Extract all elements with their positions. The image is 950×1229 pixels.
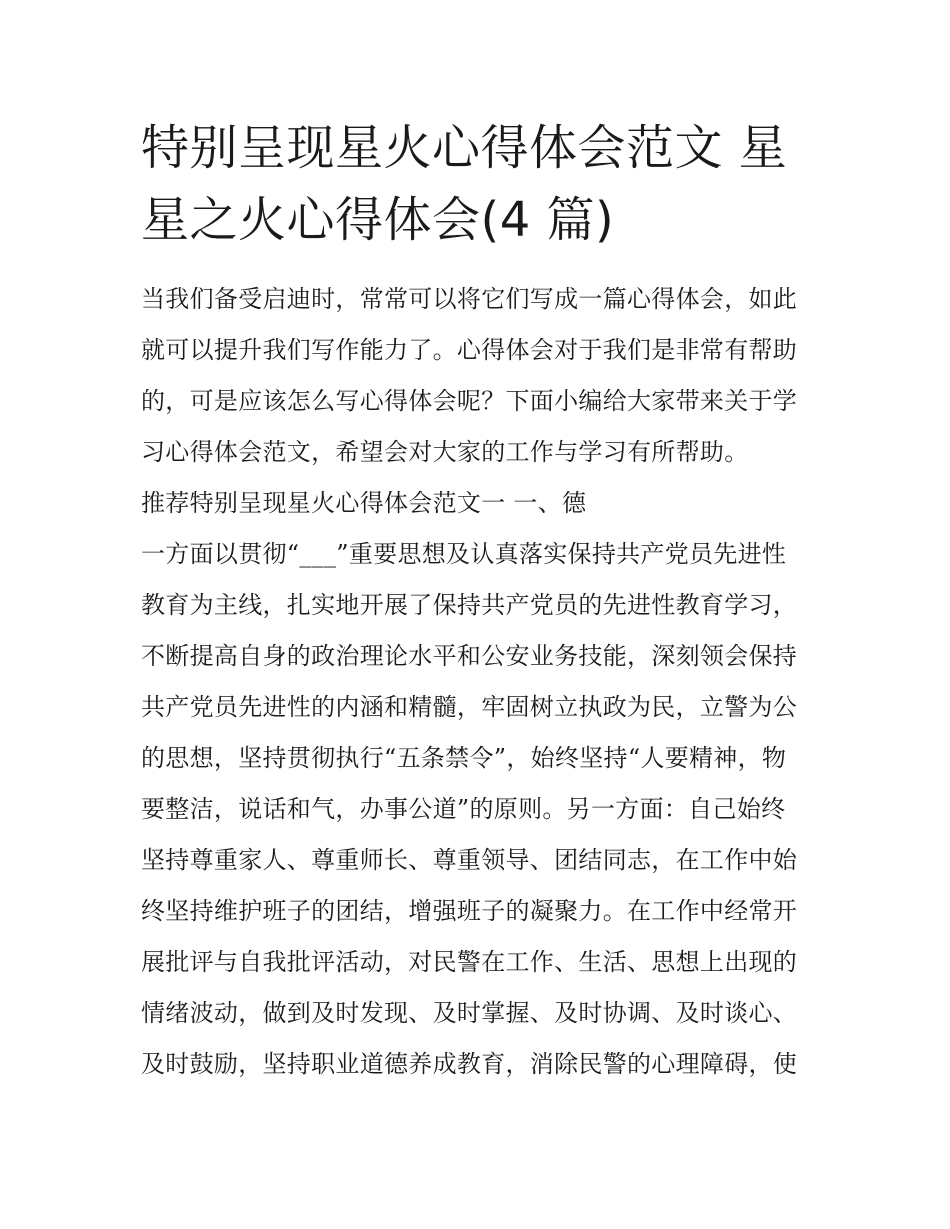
section-heading: 推荐特别呈现星火心得体会范文一 一、德 <box>141 489 587 517</box>
body-line-13: 终坚持维护班子的团结，增强班子的凝聚力。在工作中经常开 <box>141 897 798 925</box>
body-line-12: 坚持尊重家人、尊重师长、尊重领导、团结同志，在工作中始 <box>141 846 798 874</box>
title-line-1: 特别呈现星火心得体会范文 星 <box>141 120 788 176</box>
document-body <box>141 274 813 1090</box>
title-line-2: 星之火心得体会(4 篇) <box>141 192 615 248</box>
body-line-16: 及时鼓励，坚持职业道德养成教育，消除民警的心理障碍，使 <box>141 1050 798 1078</box>
body-line-9: 共产党员先进性的内涵和精髓，牢固树立执政为民，立警为公 <box>141 693 798 721</box>
document-title <box>141 112 813 256</box>
body-line-11: 要整洁，说话和气，办事公道”的原则。另一方面：自己始终 <box>141 795 786 823</box>
body-line-3: 的，可是应该怎么写心得体会呢？下面小编给大家带来关于学 <box>141 387 798 415</box>
body-line-14: 展批评与自我批评活动，对民警在工作、生活、思想上出现的 <box>141 948 798 976</box>
body-line-4: 习心得体会范文，希望会对大家的工作与学习有所帮助。 <box>141 438 749 466</box>
body-line-2: 就可以提升我们写作能力了。心得体会对于我们是非常有帮助 <box>141 336 798 364</box>
body-line-15: 情绪波动，做到及时发现、及时掌握、及时协调、及时谈心、 <box>141 999 798 1027</box>
body-line-7: 教育为主线，扎实地开展了保持共产党员的先进性教育学习， <box>141 591 798 619</box>
document-page <box>141 112 813 1090</box>
body-line-10: 的思想，坚持贯彻执行“五条禁令”，始终坚持“人要精神，物 <box>141 744 787 772</box>
body-line-6: 一方面以贯彻“___”重要思想及认真落实保持共产党员先进性 <box>141 540 787 568</box>
body-line-8: 不断提高自身的政治理论水平和公安业务技能，深刻领会保持 <box>141 642 798 670</box>
body-line-1: 当我们备受启迪时，常常可以将它们写成一篇心得体会，如此 <box>141 285 798 313</box>
